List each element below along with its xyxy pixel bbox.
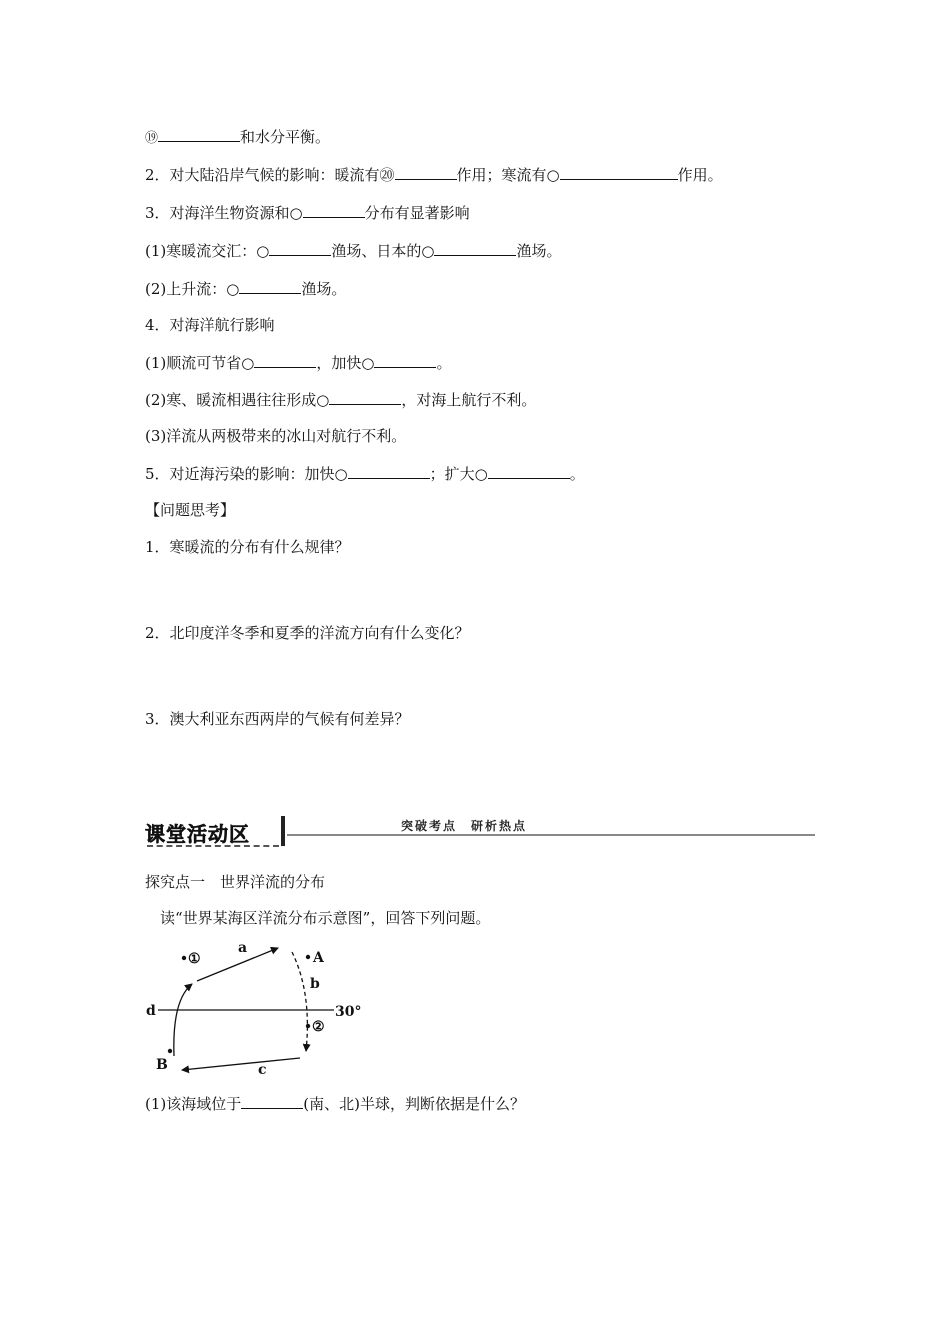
text-line-5: (2)上升流：○ 渔场。 (145, 280, 347, 298)
current-b-arrow (292, 952, 307, 1051)
label-latitude: 30° (335, 1004, 362, 1020)
blank-22[interactable] (303, 202, 365, 218)
label-point-1: ① (188, 951, 201, 967)
section-banner (145, 814, 815, 850)
banner-dashed-underline (147, 845, 279, 847)
blank-19[interactable] (158, 126, 240, 142)
text-line-3: 3．对海洋生物资源和○ 分布有显著影响 (145, 204, 470, 222)
blank-27[interactable] (374, 352, 436, 368)
current-d-arrow (174, 984, 192, 1056)
question-3: 3．澳大利亚东西两岸的气候有何差异？ (145, 710, 410, 728)
blank-21[interactable] (560, 164, 678, 180)
blank-24[interactable] (434, 240, 516, 256)
blank-28[interactable] (329, 389, 401, 405)
section-prompt: 读“世界某海区洋流分布示意图”，回答下列问题。 (160, 909, 491, 927)
question-1: 1．寒暖流的分布有什么规律？ (145, 538, 350, 556)
blank-23[interactable] (269, 240, 331, 256)
banner-rule (287, 834, 815, 836)
point-A-dot (306, 955, 310, 959)
text-line-10: 5．对近海污染的影响：加快○ ；扩大○ 。 (145, 465, 585, 483)
text-line-7: (1)顺流可节省○ ，加快○ 。 (145, 354, 452, 372)
blank-26[interactable] (254, 352, 316, 368)
ocean-current-diagram (140, 938, 380, 1078)
blank-25[interactable] (239, 278, 301, 294)
circled-number-19: ⑲ (145, 131, 159, 146)
blank-20[interactable] (395, 164, 457, 180)
label-current-a: a (238, 940, 248, 956)
question-header: 【问题思考】 (145, 501, 236, 519)
blank-29[interactable] (348, 463, 430, 479)
point-B-dot (168, 1049, 172, 1053)
text-line-6: 4．对海洋航行影响 (145, 316, 275, 334)
text-line-1: ⑲ 和水分平衡。 (145, 128, 331, 146)
text-line-8: (2)寒、暖流相遇往往形成○ ，对海上航行不利。 (145, 391, 537, 409)
section-title: 探究点一 世界洋流的分布 (145, 873, 326, 891)
label-point-B: B (156, 1057, 168, 1073)
label-point-2: ② (312, 1019, 325, 1035)
banner-title: 课堂活动区 (145, 822, 250, 846)
question-2: 2．北印度洋冬季和夏季的洋流方向有什么变化？ (145, 624, 470, 642)
label-current-b: b (310, 976, 320, 992)
point-2-dot (306, 1024, 310, 1028)
blank-30[interactable] (488, 463, 570, 479)
blank-hemisphere[interactable] (241, 1093, 303, 1109)
text-line-4: (1)寒暖流交汇：○ 渔场、日本的○ 渔场。 (145, 242, 562, 260)
point-1-dot (182, 956, 186, 960)
label-point-A: A (313, 950, 324, 966)
text-line-2: 2．对大陆沿岸气候的影响：暖流有⑳ 作用；寒流有○ 作用。 (145, 166, 723, 184)
current-c-arrow (182, 1058, 300, 1070)
banner-divider-bar (281, 816, 285, 846)
banner-subtitle: 突破考点 研析热点 (401, 819, 528, 833)
text-line-9: (3)洋流从两极带来的冰山对航行不利。 (145, 427, 407, 445)
label-current-c: c (258, 1062, 267, 1078)
section-question-1: (1)该海域位于 (南、北)半球，判断依据是什么？ (145, 1095, 525, 1113)
label-current-d: d (146, 1003, 156, 1019)
